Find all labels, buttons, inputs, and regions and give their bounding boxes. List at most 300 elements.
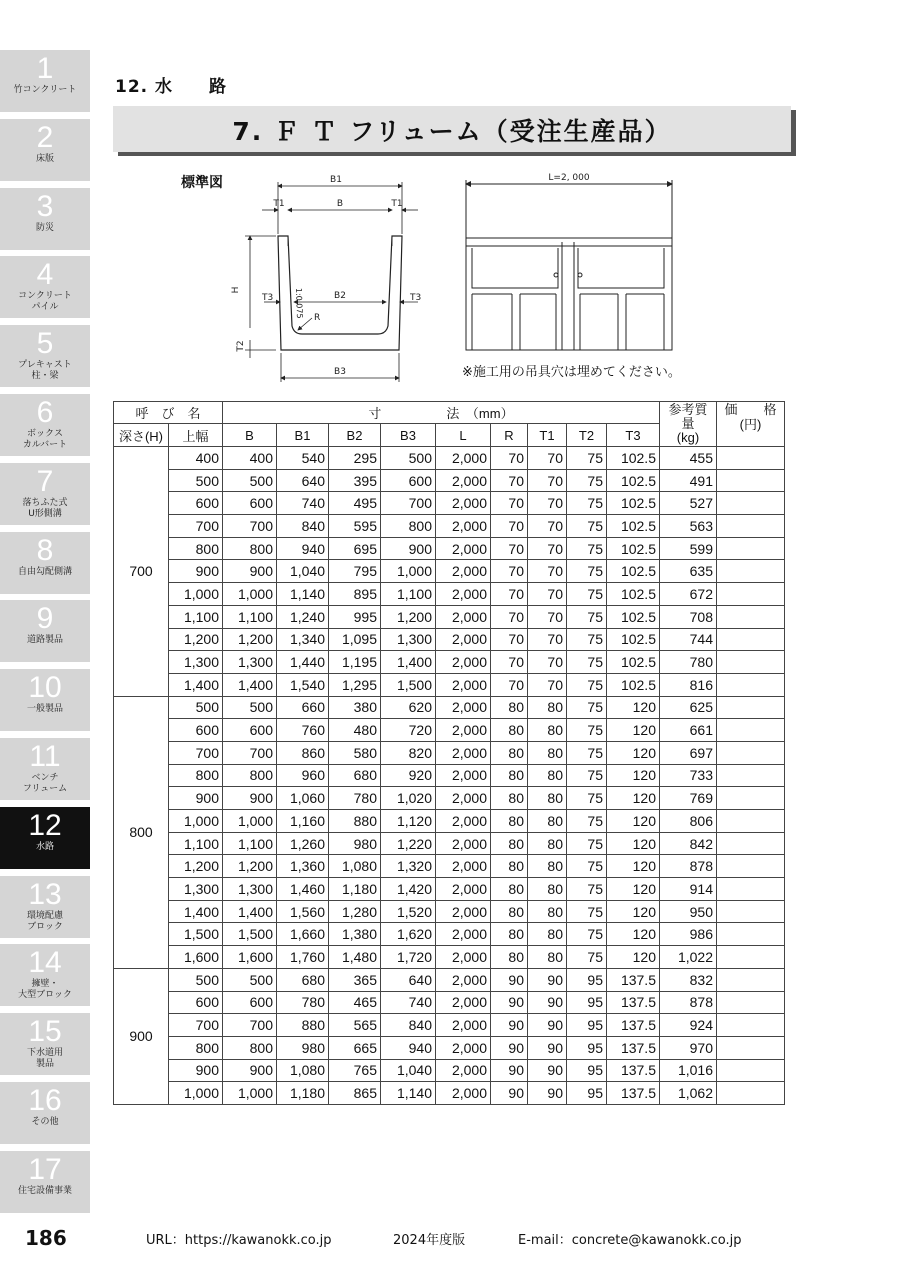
table-cell: 720 bbox=[381, 719, 436, 742]
table-cell: 80 bbox=[528, 923, 567, 946]
table-cell: 1,520 bbox=[381, 900, 436, 923]
table-cell: 600 bbox=[169, 991, 223, 1014]
table-cell: 660 bbox=[277, 696, 329, 719]
table-cell: 70 bbox=[528, 469, 567, 492]
table-cell bbox=[717, 560, 785, 583]
table-cell: 820 bbox=[381, 741, 436, 764]
table-row bbox=[114, 560, 785, 583]
table-cell bbox=[717, 741, 785, 764]
table-cell: 1,000 bbox=[223, 810, 277, 833]
header-mass: 参考質量 (kg) bbox=[660, 402, 717, 447]
table-cell: 1,440 bbox=[277, 651, 329, 674]
dim-t3-right-label: T3 bbox=[410, 293, 422, 303]
sidebar-tab-label: 下水道用 製品 bbox=[26, 1048, 63, 1070]
table-cell: 1,300 bbox=[223, 651, 277, 674]
sidebar-tab-number: 6 bbox=[36, 396, 54, 429]
table-cell: 95 bbox=[567, 1059, 607, 1082]
table-cell bbox=[717, 492, 785, 515]
table-cell: 80 bbox=[528, 787, 567, 810]
sidebar-tab-number: 7 bbox=[36, 464, 54, 498]
table-cell: 1,022 bbox=[660, 946, 717, 969]
table-cell: 102.5 bbox=[607, 605, 660, 628]
table-cell: 500 bbox=[223, 696, 277, 719]
table-cell: 980 bbox=[277, 1036, 329, 1059]
sidebar-tab-label: 環境配慮 ブロック bbox=[26, 910, 63, 932]
table-cell: 661 bbox=[660, 719, 717, 742]
sidebar-tab-8[interactable] bbox=[0, 532, 90, 594]
table-cell bbox=[717, 764, 785, 787]
table-cell: 120 bbox=[607, 719, 660, 742]
table-cell bbox=[717, 537, 785, 560]
table-cell: 700 bbox=[381, 492, 436, 515]
table-cell: 491 bbox=[660, 469, 717, 492]
table-cell: 1,080 bbox=[329, 855, 381, 878]
table-cell: 1,360 bbox=[277, 855, 329, 878]
table-cell: 1,000 bbox=[169, 583, 223, 606]
table-cell: 2,000 bbox=[436, 810, 491, 833]
sidebar-tab-label: 住宅設備事業 bbox=[17, 1185, 72, 1196]
table-cell: 1,300 bbox=[169, 651, 223, 674]
table-cell: 120 bbox=[607, 923, 660, 946]
header-col-b: B bbox=[223, 424, 277, 447]
table-cell: 1,560 bbox=[277, 900, 329, 923]
sidebar-tab-label: ベンチ フリューム bbox=[22, 773, 68, 794]
table-cell: 80 bbox=[528, 719, 567, 742]
table-cell: 1,400 bbox=[169, 900, 223, 923]
table-cell: 832 bbox=[660, 968, 717, 991]
table-cell: 950 bbox=[660, 900, 717, 923]
table-cell: 400 bbox=[223, 447, 277, 470]
table-cell: 70 bbox=[528, 492, 567, 515]
table-cell: 1,240 bbox=[277, 605, 329, 628]
table-cell: 700 bbox=[169, 741, 223, 764]
table-row bbox=[114, 1036, 785, 1059]
table-cell: 102.5 bbox=[607, 492, 660, 515]
table-row bbox=[114, 605, 785, 628]
table-cell: 80 bbox=[528, 810, 567, 833]
table-cell: 80 bbox=[491, 900, 528, 923]
table-cell: 1,000 bbox=[223, 1082, 277, 1105]
page-number: 186 bbox=[25, 1226, 67, 1250]
dim-h-label: H bbox=[231, 286, 241, 294]
sidebar-tab-14[interactable] bbox=[0, 944, 90, 1006]
table-cell: 2,000 bbox=[436, 560, 491, 583]
dim-t1-right-label: T1 bbox=[391, 199, 403, 209]
table-cell: 695 bbox=[329, 537, 381, 560]
table-cell: 700 bbox=[169, 1014, 223, 1037]
table-cell: 1,000 bbox=[223, 583, 277, 606]
table-cell: 70 bbox=[491, 673, 528, 696]
table-row bbox=[114, 628, 785, 651]
table-cell: 900 bbox=[169, 787, 223, 810]
header-col-l: L bbox=[436, 424, 491, 447]
table-cell: 640 bbox=[277, 469, 329, 492]
table-cell: 1,100 bbox=[381, 583, 436, 606]
table-cell: 70 bbox=[491, 447, 528, 470]
table-cell: 102.5 bbox=[607, 651, 660, 674]
table-cell: 900 bbox=[223, 787, 277, 810]
table-cell: 960 bbox=[277, 764, 329, 787]
sidebar-tab-4[interactable] bbox=[0, 256, 90, 318]
sidebar-tab-10[interactable] bbox=[0, 669, 90, 731]
header-col-b2: B2 bbox=[329, 424, 381, 447]
table-cell: 95 bbox=[567, 1036, 607, 1059]
table-cell bbox=[717, 855, 785, 878]
table-cell: 2,000 bbox=[436, 469, 491, 492]
header-col-t1: T1 bbox=[528, 424, 567, 447]
table-cell: 924 bbox=[660, 1014, 717, 1037]
table-cell: 120 bbox=[607, 855, 660, 878]
table-cell: 102.5 bbox=[607, 628, 660, 651]
table-cell: 878 bbox=[660, 991, 717, 1014]
table-cell: 95 bbox=[567, 1082, 607, 1105]
table-cell: 95 bbox=[567, 1014, 607, 1037]
table-cell: 120 bbox=[607, 900, 660, 923]
table-cell: 137.5 bbox=[607, 1014, 660, 1037]
table-row bbox=[114, 537, 785, 560]
table-cell: 1,100 bbox=[223, 605, 277, 628]
table-cell: 780 bbox=[660, 651, 717, 674]
table-cell: 1,200 bbox=[223, 628, 277, 651]
table-cell: 1,280 bbox=[329, 900, 381, 923]
sidebar-tab-7[interactable] bbox=[0, 463, 90, 525]
sidebar-tab-9[interactable] bbox=[0, 600, 90, 662]
table-cell: 2,000 bbox=[436, 878, 491, 901]
sidebar-tab-number: 1 bbox=[36, 52, 54, 85]
table-cell: 75 bbox=[567, 628, 607, 651]
table-cell: 900 bbox=[223, 560, 277, 583]
table-cell: 120 bbox=[607, 787, 660, 810]
slope-label: 1:0.075 bbox=[294, 287, 305, 319]
table-cell: 295 bbox=[329, 447, 381, 470]
sidebar-tab-number: 9 bbox=[36, 602, 54, 636]
dim-t2-label: T2 bbox=[236, 340, 246, 352]
table-cell: 70 bbox=[491, 492, 528, 515]
table-cell: 500 bbox=[223, 968, 277, 991]
table-cell: 895 bbox=[329, 583, 381, 606]
sidebar-tab-label: 道路製品 bbox=[26, 635, 63, 646]
table-cell: 986 bbox=[660, 923, 717, 946]
table-cell: 500 bbox=[169, 696, 223, 719]
table-cell: 780 bbox=[329, 787, 381, 810]
table-cell: 620 bbox=[381, 696, 436, 719]
table-cell: 70 bbox=[528, 673, 567, 696]
table-cell: 2,000 bbox=[436, 673, 491, 696]
page-title: 7. Ｆ Ｔ フリューム（受注生産品） bbox=[232, 117, 672, 146]
sidebar-tab-6[interactable] bbox=[0, 394, 90, 456]
table-cell: 70 bbox=[528, 583, 567, 606]
table-cell: 1,040 bbox=[381, 1059, 436, 1082]
table-cell: 1,300 bbox=[223, 878, 277, 901]
table-cell: 500 bbox=[381, 447, 436, 470]
table-cell: 1,295 bbox=[329, 673, 381, 696]
table-cell: 90 bbox=[528, 968, 567, 991]
table-body bbox=[114, 447, 785, 1105]
table-cell: 75 bbox=[567, 469, 607, 492]
table-cell: 700 bbox=[223, 1014, 277, 1037]
sidebar-tab-number: 16 bbox=[28, 1084, 62, 1117]
sidebar-tab-15[interactable] bbox=[0, 1013, 90, 1075]
table-cell: 120 bbox=[607, 696, 660, 719]
table-cell: 75 bbox=[567, 923, 607, 946]
table-row bbox=[114, 900, 785, 923]
table-cell: 540 bbox=[277, 447, 329, 470]
table-cell: 80 bbox=[491, 946, 528, 969]
table-cell bbox=[717, 946, 785, 969]
sidebar-tab-5[interactable] bbox=[0, 325, 90, 387]
table-cell: 1,200 bbox=[223, 855, 277, 878]
sidebar-tab-11[interactable] bbox=[0, 738, 90, 800]
table-cell: 70 bbox=[528, 560, 567, 583]
table-cell: 878 bbox=[660, 855, 717, 878]
table-cell: 672 bbox=[660, 583, 717, 606]
table-cell: 365 bbox=[329, 968, 381, 991]
sidebar-tab-label: プレキャスト 柱・梁 bbox=[18, 360, 72, 382]
sidebar-tab-3[interactable] bbox=[0, 188, 90, 250]
table-cell: 1,260 bbox=[277, 832, 329, 855]
table-cell: 80 bbox=[491, 923, 528, 946]
table-cell: 1,400 bbox=[169, 673, 223, 696]
table-cell: 840 bbox=[381, 1014, 436, 1037]
table-cell: 95 bbox=[567, 991, 607, 1014]
table-cell: 1,340 bbox=[277, 628, 329, 651]
table-cell: 1,380 bbox=[329, 923, 381, 946]
table-cell: 635 bbox=[660, 560, 717, 583]
table-cell: 2,000 bbox=[436, 741, 491, 764]
table-cell bbox=[717, 810, 785, 833]
table-cell: 2,000 bbox=[436, 1036, 491, 1059]
sidebar-tab-number: 13 bbox=[28, 877, 62, 911]
table-row bbox=[114, 515, 785, 538]
table-cell: 2,000 bbox=[436, 1082, 491, 1105]
table-cell: 1,180 bbox=[329, 878, 381, 901]
table-cell: 680 bbox=[329, 764, 381, 787]
table-cell bbox=[717, 1036, 785, 1059]
table-cell: 800 bbox=[169, 764, 223, 787]
table-cell: 137.5 bbox=[607, 1082, 660, 1105]
table-cell: 75 bbox=[567, 605, 607, 628]
table-cell: 137.5 bbox=[607, 1059, 660, 1082]
table-cell: 599 bbox=[660, 537, 717, 560]
table-cell: 1,020 bbox=[381, 787, 436, 810]
table-cell: 1,720 bbox=[381, 946, 436, 969]
table-cell: 75 bbox=[567, 492, 607, 515]
table-cell bbox=[717, 696, 785, 719]
table-cell: 80 bbox=[528, 878, 567, 901]
table-cell: 1,300 bbox=[169, 878, 223, 901]
table-cell: 900 bbox=[169, 1059, 223, 1082]
table-cell: 80 bbox=[491, 810, 528, 833]
table-cell: 70 bbox=[528, 628, 567, 651]
sidebar-tab-number: 3 bbox=[36, 189, 54, 223]
dim-b-label: B bbox=[336, 199, 344, 209]
table-cell: 600 bbox=[381, 469, 436, 492]
table-cell: 102.5 bbox=[607, 583, 660, 606]
table-cell: 1,660 bbox=[277, 923, 329, 946]
table-cell: 70 bbox=[528, 447, 567, 470]
table-cell: 1,200 bbox=[169, 855, 223, 878]
sidebar-tab-13[interactable] bbox=[0, 876, 90, 938]
table-row bbox=[114, 968, 785, 991]
table-cell: 760 bbox=[277, 719, 329, 742]
table-row bbox=[114, 991, 785, 1014]
table-cell bbox=[717, 583, 785, 606]
table-row bbox=[114, 583, 785, 606]
table-cell: 1,062 bbox=[660, 1082, 717, 1105]
table-cell: 1,300 bbox=[381, 628, 436, 651]
sidebar-tab-16[interactable] bbox=[0, 1082, 90, 1144]
header-col-b3: B3 bbox=[381, 424, 436, 447]
table-cell: 70 bbox=[491, 560, 528, 583]
table-cell: 400 bbox=[169, 447, 223, 470]
table-row bbox=[114, 923, 785, 946]
table-cell: 1,140 bbox=[277, 583, 329, 606]
table-cell bbox=[717, 1059, 785, 1082]
table-cell: 840 bbox=[277, 515, 329, 538]
table-cell: 80 bbox=[491, 832, 528, 855]
table-row bbox=[114, 1014, 785, 1037]
table-cell bbox=[717, 447, 785, 470]
table-row bbox=[114, 673, 785, 696]
table-cell: 1,760 bbox=[277, 946, 329, 969]
sidebar-tab-label: ボックス カルバート bbox=[22, 429, 68, 450]
table-cell: 1,420 bbox=[381, 878, 436, 901]
table-cell: 75 bbox=[567, 560, 607, 583]
table-row bbox=[114, 741, 785, 764]
table-cell: 733 bbox=[660, 764, 717, 787]
table-row bbox=[114, 1059, 785, 1082]
standard-drawing-label: 標準図 bbox=[181, 175, 223, 191]
table-cell: 80 bbox=[491, 741, 528, 764]
table-cell: 80 bbox=[528, 764, 567, 787]
table-cell: 75 bbox=[567, 764, 607, 787]
table-row bbox=[114, 492, 785, 515]
table-cell: 563 bbox=[660, 515, 717, 538]
table-cell: 1,200 bbox=[169, 628, 223, 651]
table-cell: 137.5 bbox=[607, 991, 660, 1014]
sidebar-tab-2[interactable] bbox=[0, 119, 90, 181]
header-dimensions: 寸 法 （mm） bbox=[223, 402, 660, 424]
table-cell bbox=[717, 1082, 785, 1105]
header-name: 呼 び 名 bbox=[114, 402, 223, 424]
table-cell: 90 bbox=[491, 968, 528, 991]
table-cell: 625 bbox=[660, 696, 717, 719]
table-cell: 2,000 bbox=[436, 764, 491, 787]
table-cell: 2,000 bbox=[436, 605, 491, 628]
table-cell bbox=[717, 878, 785, 901]
footer-url: URL：https://kawanokk.co.jp bbox=[146, 1233, 332, 1248]
table-cell: 70 bbox=[491, 515, 528, 538]
table-cell: 527 bbox=[660, 492, 717, 515]
table-cell: 75 bbox=[567, 855, 607, 878]
table-cell: 640 bbox=[381, 968, 436, 991]
table-cell: 455 bbox=[660, 447, 717, 470]
table-row bbox=[114, 469, 785, 492]
sidebar-tab-12[interactable] bbox=[0, 807, 90, 869]
table-cell: 480 bbox=[329, 719, 381, 742]
table-cell: 680 bbox=[277, 968, 329, 991]
table-cell: 1,400 bbox=[223, 900, 277, 923]
diagram-note: ※施工用の吊具穴は埋めてください。 bbox=[462, 365, 681, 380]
sidebar-tab-number: 2 bbox=[36, 120, 54, 154]
table-cell: 102.5 bbox=[607, 560, 660, 583]
table-cell: 1,320 bbox=[381, 855, 436, 878]
table-cell: 1,400 bbox=[381, 651, 436, 674]
table-cell: 75 bbox=[567, 787, 607, 810]
table-cell bbox=[717, 651, 785, 674]
table-cell: 120 bbox=[607, 946, 660, 969]
table-cell: 1,540 bbox=[277, 673, 329, 696]
sidebar-tab-label: 一般製品 bbox=[26, 704, 63, 715]
depth-cell: 700 bbox=[114, 447, 169, 697]
table-cell: 600 bbox=[223, 492, 277, 515]
table-cell: 90 bbox=[528, 1036, 567, 1059]
table-cell: 500 bbox=[169, 968, 223, 991]
table-cell: 2,000 bbox=[436, 946, 491, 969]
table-cell: 70 bbox=[491, 628, 528, 651]
table-cell: 120 bbox=[607, 764, 660, 787]
table-cell: 600 bbox=[223, 719, 277, 742]
sidebar-tab-1[interactable] bbox=[0, 50, 90, 112]
table-cell: 70 bbox=[528, 605, 567, 628]
standard-drawing bbox=[231, 168, 680, 390]
sidebar-tab-number: 12 bbox=[28, 808, 62, 842]
table-cell: 1,100 bbox=[169, 605, 223, 628]
table-cell: 2,000 bbox=[436, 447, 491, 470]
side-elevation bbox=[466, 180, 672, 350]
table-cell: 102.5 bbox=[607, 447, 660, 470]
table-cell: 795 bbox=[329, 560, 381, 583]
table-cell: 2,000 bbox=[436, 696, 491, 719]
table-cell: 995 bbox=[329, 605, 381, 628]
table-cell: 806 bbox=[660, 810, 717, 833]
sidebar-tab-number: 4 bbox=[36, 258, 54, 292]
table-cell: 75 bbox=[567, 900, 607, 923]
table-cell: 1,460 bbox=[277, 878, 329, 901]
table-cell: 2,000 bbox=[436, 787, 491, 810]
table-cell: 1,400 bbox=[223, 673, 277, 696]
table-cell: 1,000 bbox=[169, 810, 223, 833]
table-cell: 940 bbox=[277, 537, 329, 560]
table-cell: 800 bbox=[169, 1036, 223, 1059]
table-cell: 1,500 bbox=[169, 923, 223, 946]
table-cell: 1,140 bbox=[381, 1082, 436, 1105]
table-cell: 75 bbox=[567, 537, 607, 560]
table-cell: 600 bbox=[169, 492, 223, 515]
table-cell: 2,000 bbox=[436, 991, 491, 1014]
table-cell: 2,000 bbox=[436, 1014, 491, 1037]
header-col-t2: T2 bbox=[567, 424, 607, 447]
table-cell bbox=[717, 673, 785, 696]
table-cell: 80 bbox=[528, 832, 567, 855]
table-cell: 75 bbox=[567, 447, 607, 470]
table-cell: 1,100 bbox=[223, 832, 277, 855]
table-cell: 920 bbox=[381, 764, 436, 787]
table-cell: 75 bbox=[567, 719, 607, 742]
sidebar-tab-number: 14 bbox=[28, 946, 62, 980]
table-cell: 102.5 bbox=[607, 673, 660, 696]
table-cell: 740 bbox=[381, 991, 436, 1014]
sidebar-tab-17[interactable] bbox=[0, 1151, 90, 1213]
table-cell: 765 bbox=[329, 1059, 381, 1082]
table-cell: 940 bbox=[381, 1036, 436, 1059]
table-cell: 80 bbox=[528, 855, 567, 878]
table-cell bbox=[717, 515, 785, 538]
table-cell: 75 bbox=[567, 583, 607, 606]
table-cell: 600 bbox=[169, 719, 223, 742]
table-row bbox=[114, 651, 785, 674]
table-cell: 700 bbox=[169, 515, 223, 538]
